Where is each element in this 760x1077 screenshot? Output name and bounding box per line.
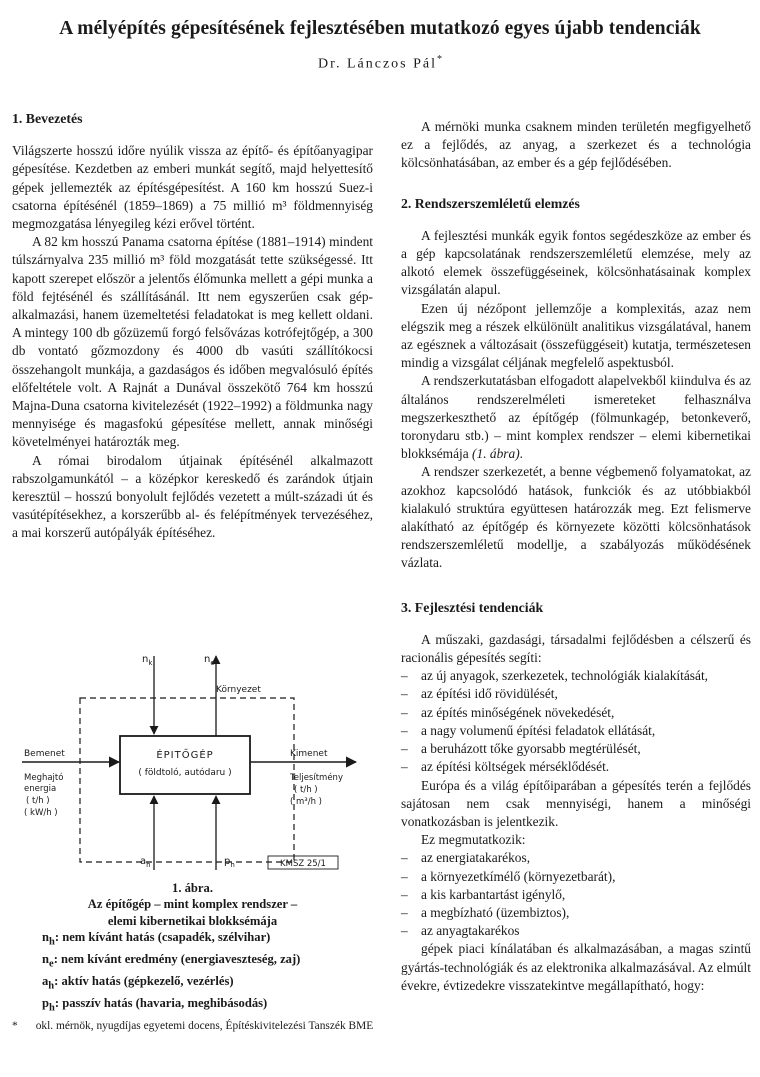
- figure-reference: (1. ábra): [472, 446, 520, 462]
- output-label: Kimenet: [290, 749, 328, 759]
- left-column: [12, 110, 373, 543]
- energy-label-4: ( kW/h ): [24, 808, 58, 818]
- qualities-list: [401, 849, 751, 940]
- section-3-paragraph-3: Ez megmutatkozik:: [421, 832, 526, 848]
- section-2-paragraph-1: A fejlesztési munkák egyik fontos segédeszköze az ember és a gép kapcsolatának rendszerszemléletű elemzése, mely az alkotó elemek összefüggéseinek, kölcsönhatásainak komplex vizsgálatán alapul.: [401, 227, 751, 298]
- figure-caption-line-2: elemi kibernetikai blokksémája: [107, 913, 278, 928]
- machine-block: [120, 736, 250, 794]
- list-item: – a kis karbantartást igénylő,: [401, 886, 751, 904]
- list-item: – a beruházott tőke gyorsabb megtérülését,: [401, 740, 751, 758]
- ne-label: $n_e$: [204, 654, 215, 667]
- list-item: – az új anyagok, szerkezetek, technológiák kialakítását,: [401, 667, 751, 685]
- benefits-list: [401, 667, 751, 776]
- section-2-paragraph-4: A rendszer szerkezetét, a benne végbemenő folyamatokat, az azokhoz kapcsolódó hatások, funkciók és az utóbbiakból kialakuló struktúra együttesen határozzák meg. Ezt felismerve alakítható az építőgép és környezete közötti kölcsönhatások rendszerszemléletű modellje, a szabályozás működésének vázlata.: [401, 464, 751, 571]
- performance-label-2: ( t/h ): [294, 785, 318, 795]
- list-item: – a nagy volumenű építési feladatok ellátását,: [401, 722, 751, 740]
- list-item: – az építési idő rövidülését,: [401, 685, 751, 703]
- section-2-paragraph-2: Ezen új nézőpont jellemzője a komplexitás, azaz nem elégszik meg a részek elkülönült analitikus vizsgálatával, hanem az egésznek a változásait (összefüggéseit) kutatja, természetesen mindig a vizsgálat céljának megfelelő aspektusból.: [401, 300, 751, 371]
- energy-label-1: Meghajtó: [24, 773, 64, 783]
- figure-caption: [12, 880, 373, 1017]
- figure-caption-line-1: Az építőgép – mint komplex rendszer –: [87, 897, 298, 912]
- legend-item: $n_e$: nem kívánt eredmény (energiaveszteség, zaj): [42, 952, 301, 970]
- footnote-text: okl. mérnök, nyugdíjas egyetemi docens, Építéskivitelezési Tanszék BME: [35, 1020, 374, 1032]
- section-1-paragraph-1: Világszerte hosszú időre nyúlik vissza az építő- és építőanyagipar gépesítése. Kezdetben az emberi munkát segítő, majd helyettesítő gépek jellemezték az építésgépesítést. A 160 km hosszú Suez-i csatorna építésénél (1859–1869) a 75 millió m³ földmennyiség megmozgatása lényegileg kézi erővel történt.: [12, 143, 373, 232]
- right-column: [401, 118, 751, 995]
- footnote-mark: *: [12, 1020, 18, 1032]
- machine-title: ÉPITŐGÉP: [156, 750, 214, 761]
- author: [0, 54, 760, 73]
- list-item: – az építési költségek mérséklődését.: [401, 758, 751, 776]
- performance-label-3: ( m³/h ): [290, 797, 322, 807]
- author-footnote-mark: *: [437, 54, 443, 65]
- ah-label: $a_h$: [140, 856, 151, 869]
- paper-title: A mélyépítés gépesítésének fejlesztésében mutatkozó egyes újabb tendenciák: [59, 18, 701, 39]
- block-diagram: [20, 648, 360, 878]
- list-item: – a környezetkímélő (környezetbarát),: [401, 868, 751, 886]
- nk-label: $n_k$: [142, 654, 153, 667]
- section-1-heading: 1. Bevezetés: [12, 111, 83, 126]
- figure-code: KMSZ 25/1: [280, 859, 326, 869]
- environment-label: Környezet: [216, 685, 261, 695]
- list-item: – az építés minőségének növekedését,: [401, 704, 751, 722]
- intro-right-paragraph: A mérnöki munka csaknem minden területén megfigyelhető ez a fejlődés, az anyag, a szerkezet és a technológia kölcsönhatásában, az ember és a gép fejlődésében.: [401, 119, 751, 171]
- energy-label-3: ( t/h ): [26, 796, 50, 806]
- legend-item: $p_h$: passzív hatás (havaria, meghibásodás): [42, 995, 268, 1014]
- section-1-paragraph-2: A 82 km hosszú Panama csatorna építése (1881–1914) mindent túlszárnyalva 235 millió m³ föld mozgatását tette szükségessé. Itt kapott szerepet először a jelentős élőmunka mellett a gépi munka a föld fejtésénél és szállításánál. Itt nem egyszerűen csak gép-alkalmazási, hanem üzemeltetési feladatokat is meg kellett oldani. A mintegy 100 db gőzüzemű forgó felsővázas kotrófejtőgép, a 300 db vontató gőzmozdony és 4000 db vasúti szállítókocsi összehangolt munkája, a gazdaságos és időben megvalósuló építés előfeltétele volt. A Rajnát a Dunával összekötő 764 km hosszú Majna-Duna csatorna kivitelezését (1922–1992) a földmunka nagy mennyisége és magasfokú gépesítése mellett, annak minőségi követelményei határozták meg.: [12, 234, 373, 450]
- input-label: Bemenet: [24, 749, 65, 759]
- ph-label: $p_h$: [224, 856, 235, 869]
- list-item: – az energiatakarékos,: [401, 849, 751, 867]
- energy-label-2: energia: [24, 784, 57, 794]
- machine-subtitle: ( földtoló, autódaru ): [138, 768, 232, 778]
- performance-label-1: Teljesítmény: [290, 773, 343, 783]
- section-3-paragraph-4: gépek piaci kínálatában és alkalmazásában, a magas szintű gyártás-technológiák és az elektronika alkalmazásával. Az elmúlt évekre, évtizedekre visszatekintve megállapítható, hogy:: [401, 941, 751, 993]
- footnote: [12, 1020, 752, 1032]
- section-2-paragraph-3: A rendszerkutatásban elfogadott alapelvekből kiindulva és az általános rendszerelméleti ismereteket felhasználva megszerkeszthető az építőgép (fölmunkagép, betonkeverő, toronydaru stb.) – mint komplex rendszer – elemi kibernetikai blokksémája (1. ábra).: [401, 373, 751, 462]
- section-2-heading: 2. Rendszerszemléletű elemzés: [401, 195, 580, 211]
- section-3-heading: 3. Fejlesztési tendenciák: [401, 599, 544, 615]
- legend-item: $n_h$: nem kívánt hatás (csapadék, szélvihar): [42, 930, 271, 948]
- figure-number: 1. ábra.: [172, 881, 213, 895]
- author-name: Dr. Lánczos Pál: [317, 56, 438, 72]
- section-3-paragraph-2: Európa és a világ építőiparában a gépesítés terén a fejlődés sajátosan nem csak mennyiségi, hanem a minőségi vonatkozásban is jelentkezik.: [401, 777, 751, 829]
- legend-item: $a_h$: aktív hatás (gépkezelő, vezérlés): [42, 974, 234, 992]
- section-3-intro: A műszaki, gazdasági, társadalmi fejlődésben a célszerű és racionális gépesítés segíti:: [401, 631, 751, 666]
- list-item: – az anyagtakarékos: [401, 922, 751, 940]
- section-1-paragraph-3: A római birodalom útjainak építésénél alkalmazott rabszolgamunkától – a középkor kereskedő és zarándok útjain keresztül – hosszú bonyolult fejlődés vezetett a múlt-századi út és vasútépítésekhez, a korszerűbb al- és felépítmények tervezéséhez, a mai korszerű autópályák építéséhez.: [12, 452, 373, 541]
- list-item: – a megbízható (üzembiztos),: [401, 904, 751, 922]
